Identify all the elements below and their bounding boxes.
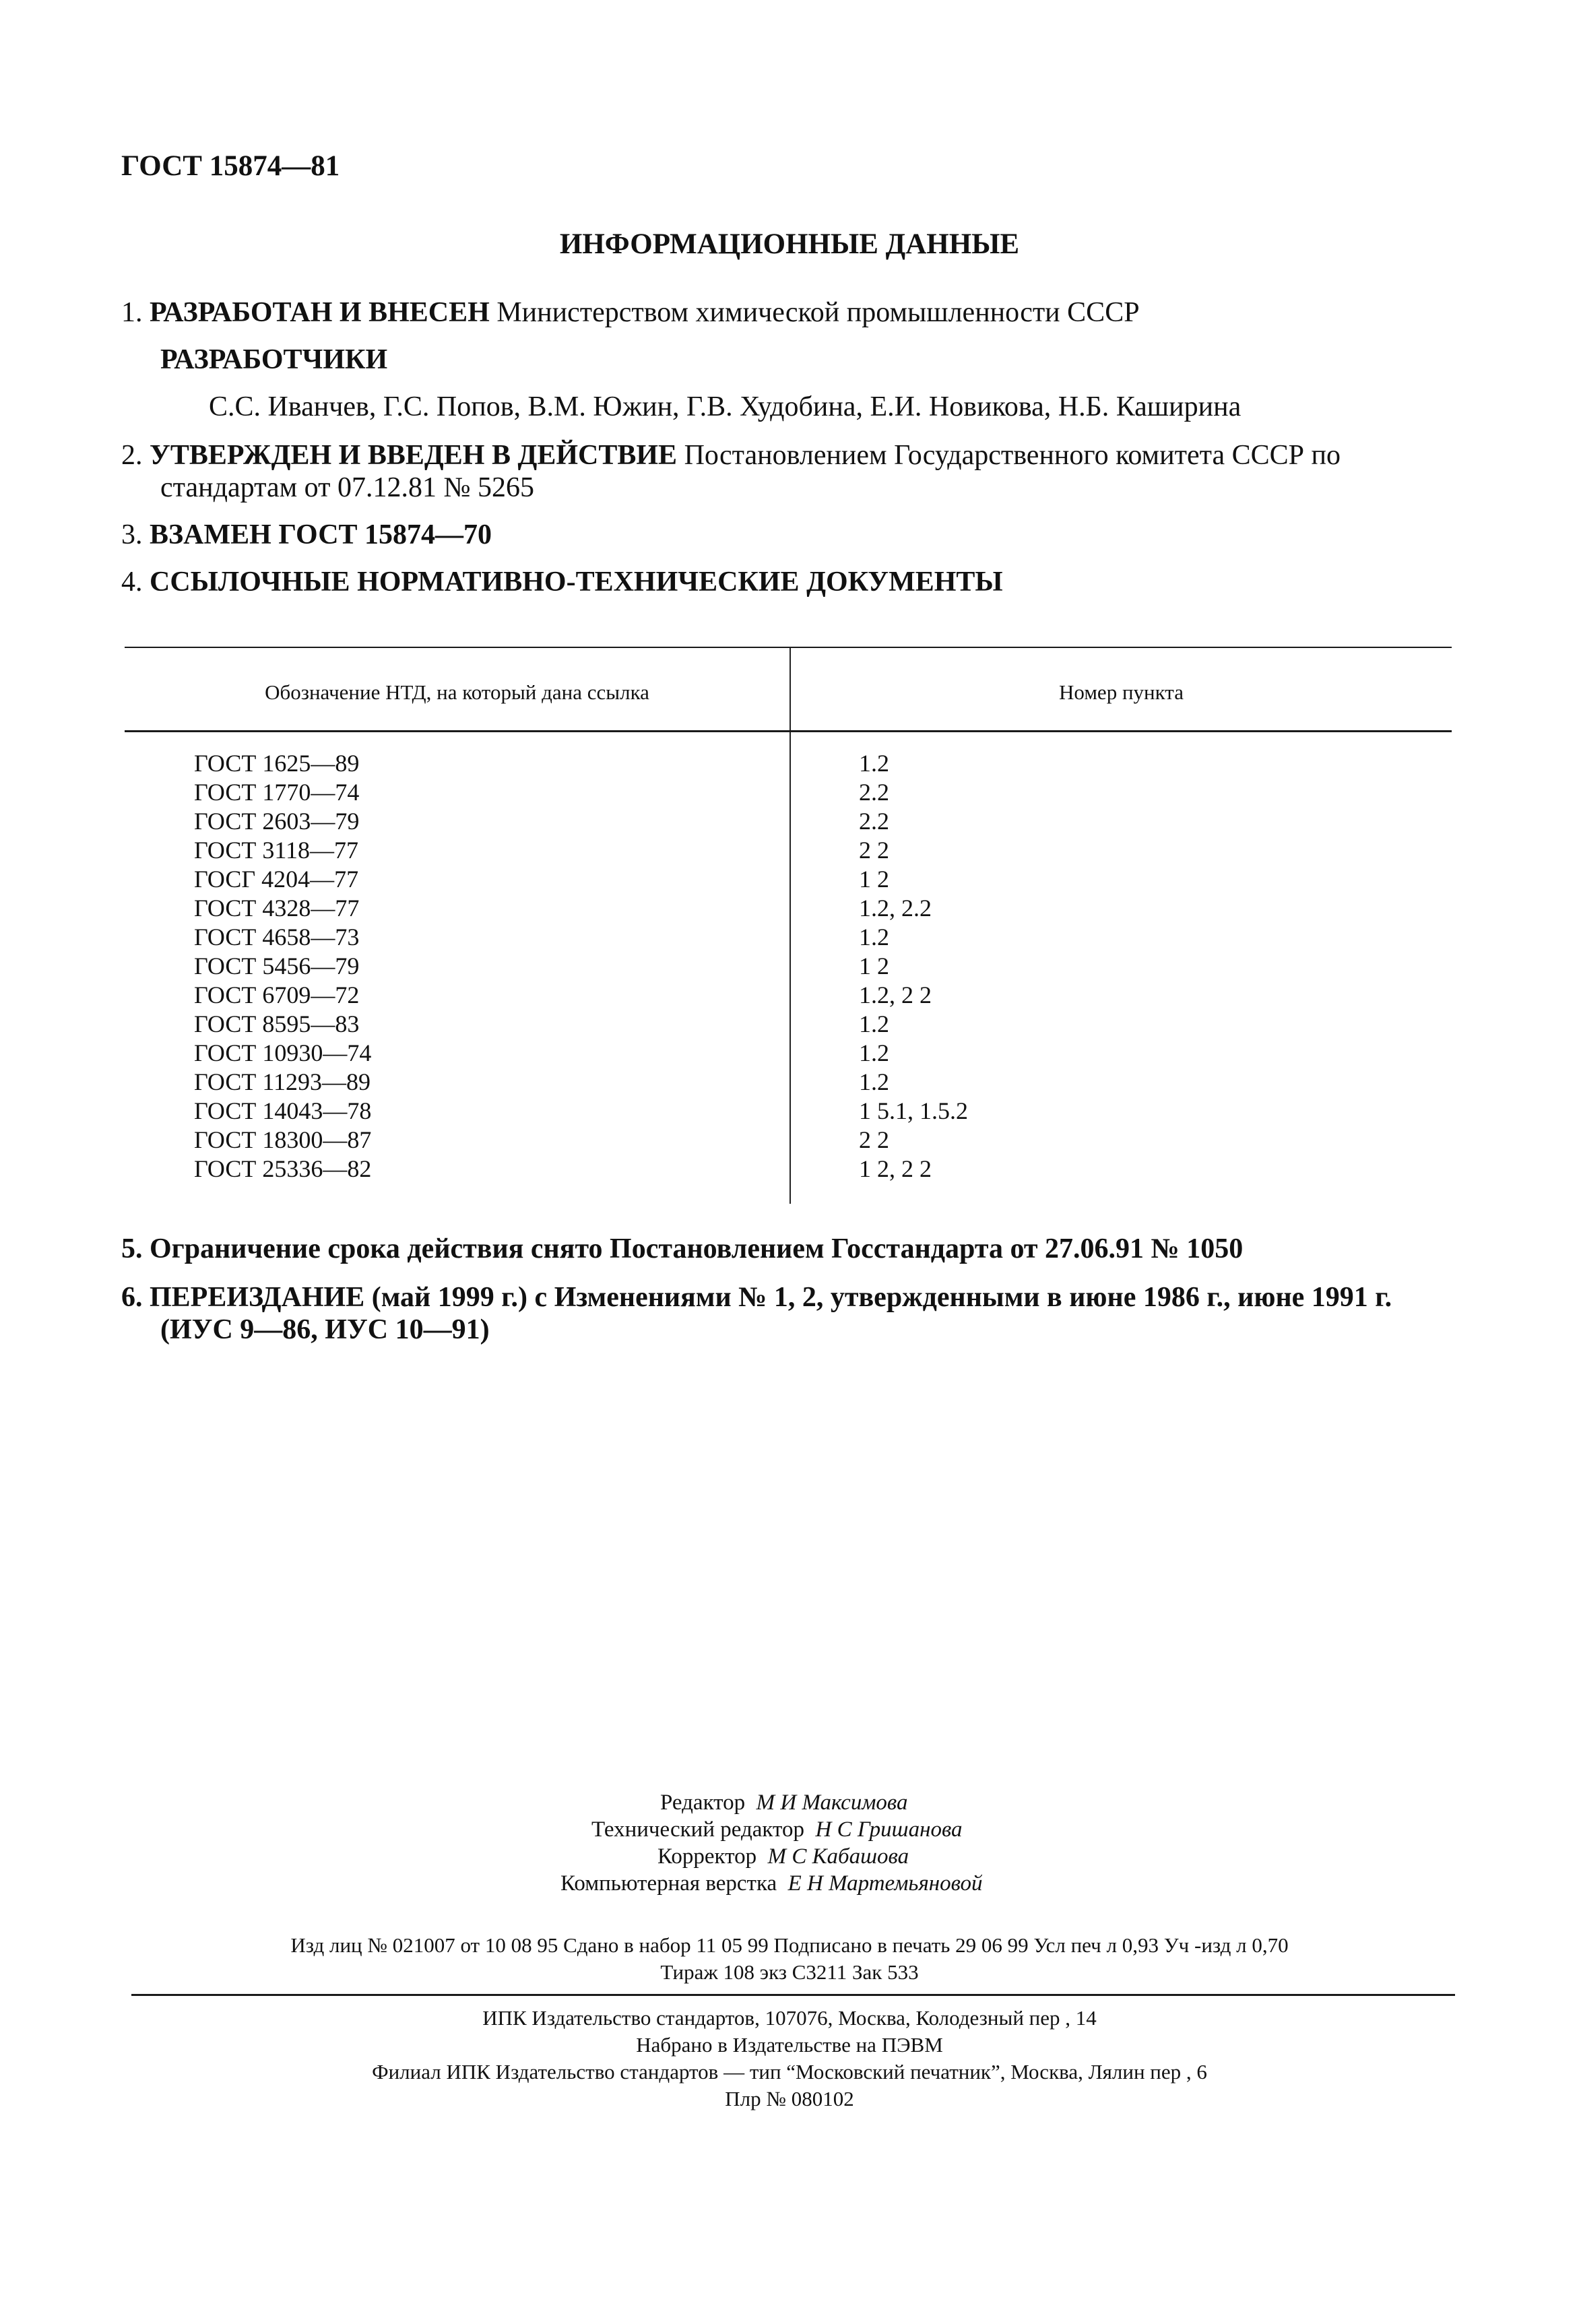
imprint-rule xyxy=(131,1994,1455,1996)
item-text: (май 1999 г.) с Изменениями № 1, 2, утвержденными в июне 1986 г., июне 1991 г. xyxy=(371,1282,1392,1313)
item-5 xyxy=(121,1233,1243,1265)
table-cell-designation: ГОСТ 4658—73 xyxy=(194,924,360,950)
imprint-license-line: Изд лиц № 021007 от 10 08 95 Сдано в набор 11 05 99 Подписано в печать 29 06 99 Усл печ л 0,93 Уч -изд л 0,70 xyxy=(290,1933,1289,1957)
credit-role: Корректор xyxy=(657,1844,757,1869)
item-4 xyxy=(121,566,1003,598)
table-cell-clause: 1 5.1, 1.5.2 xyxy=(859,1097,968,1124)
credit-layout xyxy=(560,1871,983,1896)
table-cell-clause: 1 2, 2 2 xyxy=(859,1155,932,1182)
table-cell-designation: ГОСТ 1625—89 xyxy=(194,750,360,777)
item-lead: УТВЕРЖДЕН И ВВЕДЕН В ДЕЙСТВИЕ xyxy=(150,440,678,471)
table-cell-designation: ГОСТ 3118—77 xyxy=(194,837,359,864)
item-lead: РАЗРАБОТАН И ВНЕСЕН xyxy=(150,297,490,328)
item-text: Министерством химической промышленности СССР xyxy=(496,297,1140,328)
item-lead: ССЫЛОЧНЫЕ НОРМАТИВНО-ТЕХНИЧЕСКИЕ ДОКУМЕНТЫ xyxy=(150,567,1003,598)
table-cell-clause: 1.2 xyxy=(859,750,889,777)
item-number: 3. xyxy=(121,519,143,550)
imprint-print-run-line: Тираж 108 экз С3211 Зак 533 xyxy=(660,1960,919,1984)
item-1 xyxy=(121,296,1140,329)
credit-name: М И Максимова xyxy=(756,1790,908,1815)
table-cell-designation: ГОСТ 11293—89 xyxy=(194,1068,371,1095)
item-number: 6. xyxy=(121,1282,143,1313)
table-cell-clause: 2 2 xyxy=(859,837,889,864)
credit-role: Редактор xyxy=(660,1790,746,1815)
table-cell-clause: 1 2 xyxy=(859,953,889,979)
table-cell-designation: ГОСГ 4204—77 xyxy=(194,866,359,893)
developers-list: С.С. Иванчев, Г.С. Попов, В.М. Южин, Г.В. Худобина, Е.И. Новикова, Н.Б. Каширина xyxy=(209,391,1242,422)
credit-name: М С Кабашова xyxy=(767,1844,909,1869)
item-number: 5. xyxy=(121,1233,143,1264)
table-cell-designation: ГОСТ 25336—82 xyxy=(194,1155,372,1182)
imprint-publisher-line: ИПК Издательство стандартов, 107076, Москва, Колодезный пер , 14 xyxy=(482,2006,1097,2030)
table-header-rule xyxy=(125,730,1452,732)
item-lead: ПЕРЕИЗДАНИЕ xyxy=(150,1282,365,1313)
table-top-rule xyxy=(125,647,1452,648)
table-cell-clause: 1.2 xyxy=(859,1039,889,1066)
table-cell-designation: ГОСТ 2603—79 xyxy=(194,808,360,835)
table-cell-clause: 1 2 xyxy=(859,866,889,893)
table-cell-designation: ГОСТ 18300—87 xyxy=(194,1126,372,1153)
item-6-continuation: (ИУС 9—86, ИУС 10—91) xyxy=(160,1314,490,1345)
developers-label: РАЗРАБОТЧИКИ xyxy=(160,344,388,375)
table-cell-clause: 1.2 xyxy=(859,1068,889,1095)
document-code: ГОСТ 15874—81 xyxy=(121,150,340,182)
credit-name: Е Н Мартемьяновой xyxy=(787,1871,983,1896)
table-cell-clause: 2.2 xyxy=(859,808,889,835)
credit-editor xyxy=(660,1790,908,1815)
credit-proofreader xyxy=(657,1844,909,1869)
table-header-clause: Номер пункта xyxy=(1059,680,1184,704)
credit-name: Н С Гришанова xyxy=(815,1817,963,1842)
table-cell-clause: 2.2 xyxy=(859,779,889,806)
table-cell-designation: ГОСТ 1770—74 xyxy=(194,779,360,806)
table-cell-clause: 1.2 xyxy=(859,1010,889,1037)
item-lead: ВЗАМЕН ГОСТ 15874—70 xyxy=(150,519,492,550)
imprint-plr-line: Плр № 080102 xyxy=(725,2087,854,2110)
item-number: 4. xyxy=(121,567,143,598)
item-2 xyxy=(121,439,1341,472)
item-text: Постановлением Государственного комитета СССР по xyxy=(684,440,1341,471)
imprint-typeset-line: Набрано в Издательстве на ПЭВМ xyxy=(636,2033,943,2057)
table-cell-designation: ГОСТ 5456—79 xyxy=(194,953,360,979)
item-text: Ограничение срока действия снято Постановлением Госстандарта от 27.06.91 № 1050 xyxy=(150,1233,1244,1264)
table-cell-designation: ГОСТ 14043—78 xyxy=(194,1097,372,1124)
item-6 xyxy=(121,1281,1392,1314)
table-column-divider xyxy=(790,732,791,1204)
table-cell-designation: ГОСТ 10930—74 xyxy=(194,1039,372,1066)
table-header-designation: Обозначение НТД, на который дана ссылка xyxy=(265,680,649,704)
item-number: 1. xyxy=(121,297,143,328)
credit-role: Компьютерная верстка xyxy=(560,1871,777,1896)
item-3 xyxy=(121,519,492,551)
table-cell-designation: ГОСТ 4328—77 xyxy=(194,895,360,922)
table-cell-clause: 1.2 xyxy=(859,924,889,950)
table-cell-clause: 1.2, 2.2 xyxy=(859,895,932,922)
table-cell-designation: ГОСТ 8595—83 xyxy=(194,1010,360,1037)
table-cell-clause: 2 2 xyxy=(859,1126,889,1153)
imprint-branch-line: Филиал ИПК Издательство стандартов — тип “Московский печатник”, Москва, Лялин пер , 6 xyxy=(372,2060,1207,2084)
table-cell-designation: ГОСТ 6709—72 xyxy=(194,981,360,1008)
item-number: 2. xyxy=(121,440,143,471)
credit-role: Технический редактор xyxy=(591,1817,804,1842)
credit-tech-editor xyxy=(591,1817,963,1842)
item-2-continuation: стандартам от 07.12.81 № 5265 xyxy=(160,472,535,503)
section-title: ИНФОРМАЦИОННЫЕ ДАННЫЕ xyxy=(559,228,1020,260)
table-cell-clause: 1.2, 2 2 xyxy=(859,981,932,1008)
